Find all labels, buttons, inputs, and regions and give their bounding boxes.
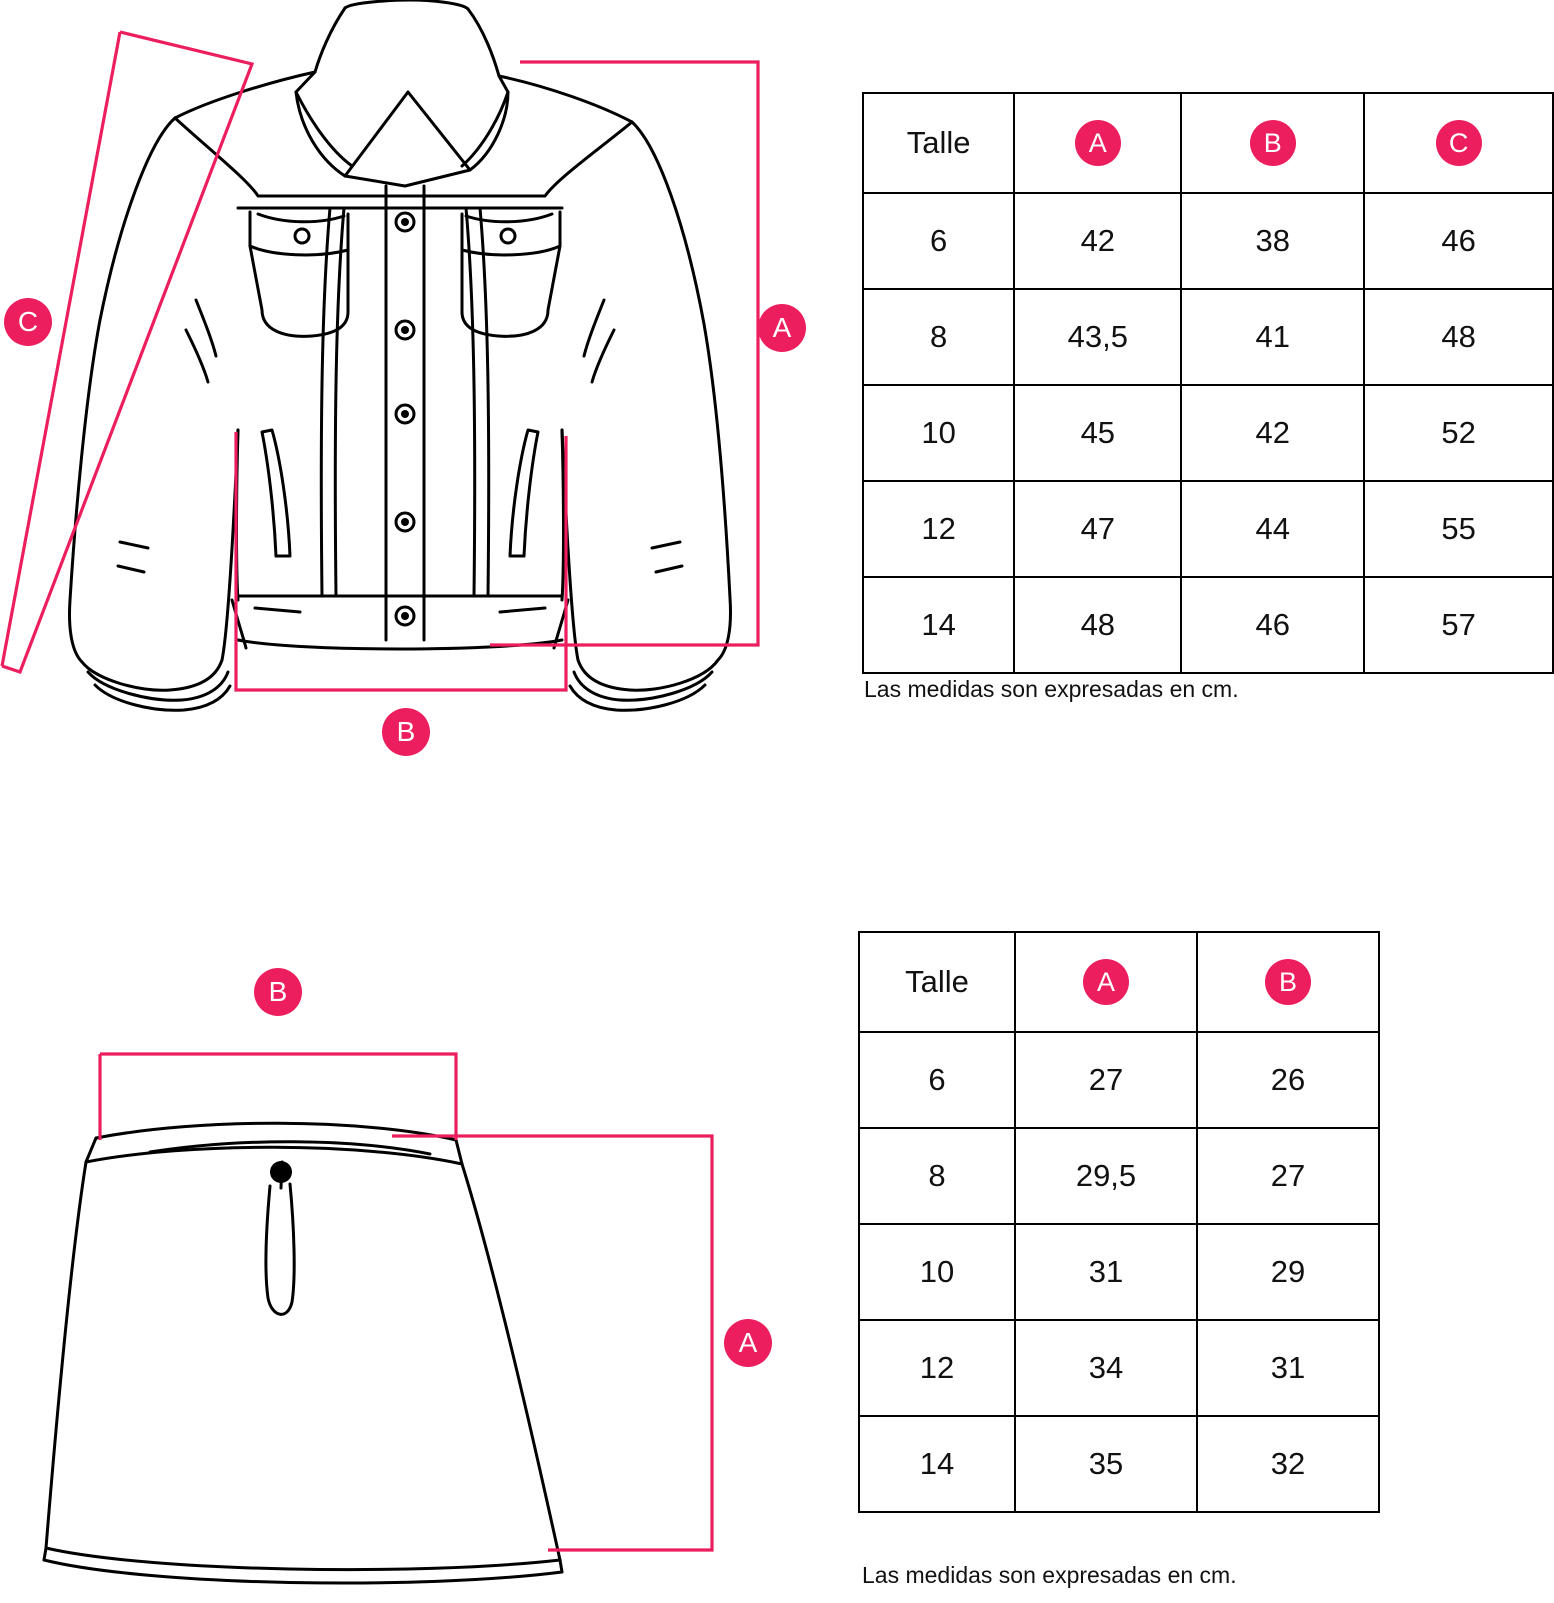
cell-talle: 12 [863, 481, 1014, 577]
cell-talle: 6 [863, 193, 1014, 289]
cell-talle: 12 [859, 1320, 1015, 1416]
cell-a: 31 [1015, 1224, 1197, 1320]
cell-b: 29 [1197, 1224, 1379, 1320]
cell-a: 27 [1015, 1032, 1197, 1128]
cell-a: 42 [1014, 193, 1181, 289]
cell-a: 48 [1014, 577, 1181, 673]
cell-talle: 8 [859, 1128, 1015, 1224]
jacket-units-note: Las medidas son expresadas en cm. [864, 676, 1239, 702]
table-header-row [859, 932, 1379, 1032]
table-row [859, 1128, 1379, 1224]
jacket-size-table-wrap [862, 92, 1554, 674]
header-badge-a: A [1075, 120, 1121, 166]
cell-c: 57 [1364, 577, 1553, 673]
cell-c: 46 [1364, 193, 1553, 289]
marker-a-skirt: A [724, 1319, 772, 1367]
header-talle: Talle [905, 964, 969, 999]
cell-a: 29,5 [1015, 1128, 1197, 1224]
table-row [859, 1416, 1379, 1512]
header-badge-b: B [1265, 959, 1311, 1005]
header-badge-c: C [1436, 120, 1482, 166]
cell-b: 27 [1197, 1128, 1379, 1224]
cell-a: 47 [1014, 481, 1181, 577]
marker-a-jacket: A [758, 304, 806, 352]
cell-b: 31 [1197, 1320, 1379, 1416]
cell-talle: 10 [859, 1224, 1015, 1320]
skirt-size-table-wrap [858, 931, 1380, 1513]
cell-b: 41 [1181, 289, 1364, 385]
table-row [863, 577, 1553, 673]
table-row [859, 1032, 1379, 1128]
cell-c: 48 [1364, 289, 1553, 385]
cell-talle: 14 [863, 577, 1014, 673]
table-row [859, 1224, 1379, 1320]
header-badge-a: A [1083, 959, 1129, 1005]
marker-b-jacket: B [382, 708, 430, 756]
marker-c-jacket: C [4, 298, 52, 346]
table-row [863, 289, 1553, 385]
cell-b: 38 [1181, 193, 1364, 289]
cell-b: 44 [1181, 481, 1364, 577]
cell-a: 35 [1015, 1416, 1197, 1512]
jacket-size-table [862, 92, 1554, 674]
header-talle: Talle [906, 125, 971, 160]
cell-talle: 6 [859, 1032, 1015, 1128]
table-header-row [863, 93, 1553, 193]
table-row [863, 193, 1553, 289]
cell-talle: 8 [863, 289, 1014, 385]
marker-b-skirt: B [254, 968, 302, 1016]
table-row [863, 385, 1553, 481]
table-row [863, 481, 1553, 577]
jacket-size-guide-section [0, 0, 1554, 800]
cell-b: 32 [1197, 1416, 1379, 1512]
denim-jacket-illustration [0, 0, 820, 790]
table-row [859, 1320, 1379, 1416]
cell-b: 42 [1181, 385, 1364, 481]
skirt-size-table [858, 931, 1380, 1513]
cell-a: 43,5 [1014, 289, 1181, 385]
skirt-units-note: Las medidas son expresadas en cm. [862, 1562, 1237, 1588]
skirt-size-guide-section [0, 900, 1554, 1603]
skirt-button [270, 1161, 292, 1183]
denim-skirt-illustration [0, 900, 820, 1600]
cell-a: 34 [1015, 1320, 1197, 1416]
cell-talle: 10 [863, 385, 1014, 481]
cell-b: 46 [1181, 577, 1364, 673]
cell-a: 45 [1014, 385, 1181, 481]
cell-b: 26 [1197, 1032, 1379, 1128]
cell-c: 55 [1364, 481, 1553, 577]
header-badge-b: B [1250, 120, 1296, 166]
cell-c: 52 [1364, 385, 1553, 481]
cell-talle: 14 [859, 1416, 1015, 1512]
